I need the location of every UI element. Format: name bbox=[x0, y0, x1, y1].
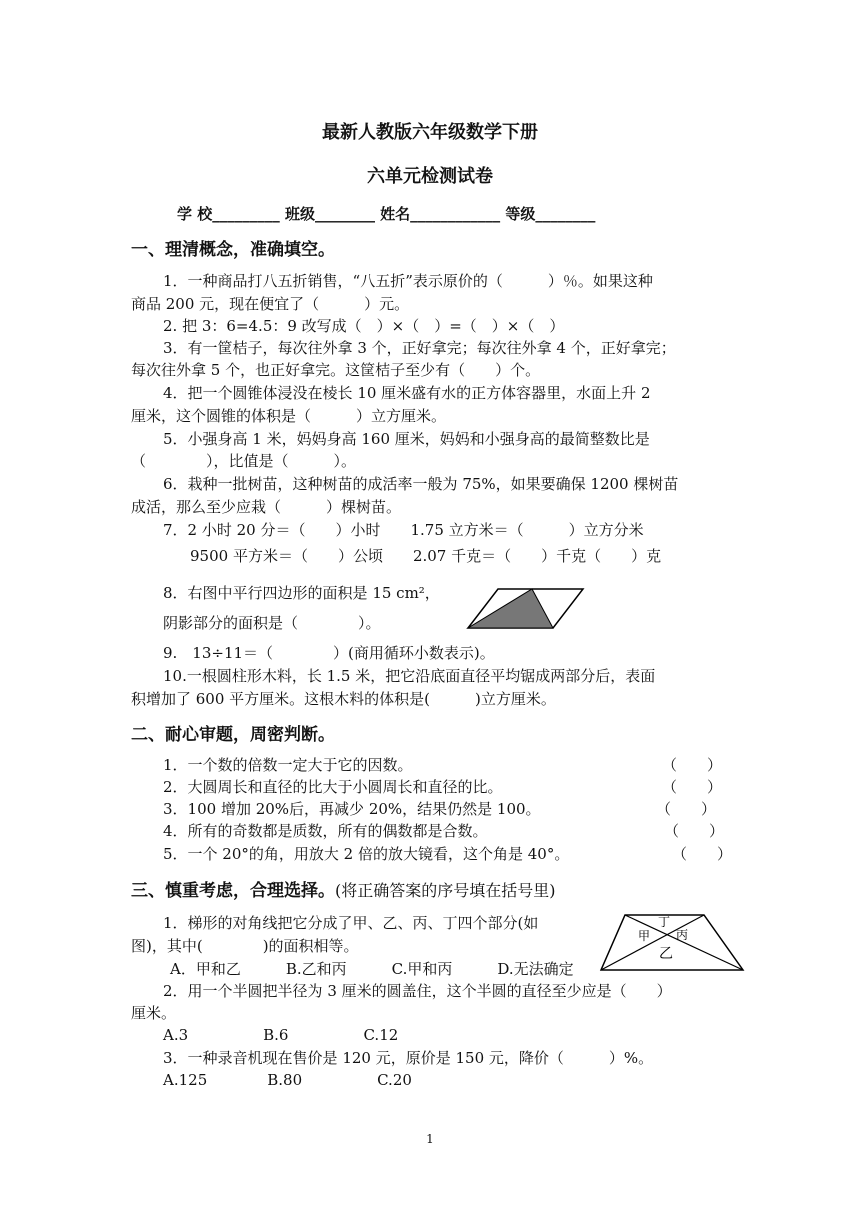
s1-line-0: 1．一种商品打八五折销售，“八五折”表示原价的（ ）％。如果这种 bbox=[163, 272, 653, 290]
s1-line-16: 10.一根圆柱形木料，长 1.5 米，把它沿底面直径平均锯成两部分后，表面 bbox=[163, 667, 656, 685]
section3-heading: 三、慎重考虑，合理选择。 bbox=[131, 881, 335, 901]
figure-label-yi: 乙 bbox=[659, 946, 673, 962]
page-subtitle: 六单元检测试卷 bbox=[367, 166, 493, 187]
s3-line-0: 1．梯形的对角线把它分成了甲、乙、丙、丁四个部分(如 bbox=[163, 914, 539, 932]
s2-blank-4: （ ） bbox=[672, 845, 733, 863]
s1-line-10: 成活，那么至少应栽（ ）棵树苗。 bbox=[131, 498, 402, 516]
s2-blank-1: （ ） bbox=[662, 778, 723, 796]
section1-heading: 一、理清概念，准确填空。 bbox=[131, 240, 335, 260]
s1-line-15: 9. 13÷11＝（ ）(商用循环小数表示)。 bbox=[163, 644, 495, 662]
s2-item-2: 3．100 增加 20%后，再减少 20%，结果仍然是 100。 bbox=[163, 800, 541, 818]
s3-line-3: 2．用一个半圆把半径为 3 厘米的圆盖住，这个半圆的直径至少应是（ ） bbox=[163, 982, 672, 1000]
s1-line-8: （ ），比值是（ ）。 bbox=[131, 452, 357, 470]
page-number: 1 bbox=[426, 1132, 434, 1146]
s1-line-3: 3．有一筐桔子，每次往外拿 3 个，正好拿完；每次往外拿 4 个，正好拿完； bbox=[163, 339, 676, 357]
parallelogram-figure bbox=[466, 587, 586, 631]
s3-line-7: A.125 B.80 C.20 bbox=[163, 1071, 412, 1089]
figure-label-bing: 丙 bbox=[676, 928, 689, 942]
s3-line-4: 厘米。 bbox=[131, 1004, 177, 1022]
section2-heading: 二、耐心审题，周密判断。 bbox=[131, 725, 335, 745]
s1-line-17: 积增加了 600 平方厘米。这根木料的体积是( )立方厘米。 bbox=[131, 690, 556, 708]
section3-note: (将正确答案的序号填在括号里) bbox=[335, 881, 556, 900]
student-info-line: 学 校_________ 班级________ 姓名____________ 等级________ bbox=[177, 205, 596, 223]
figure-label-jia: 甲 bbox=[638, 929, 651, 943]
figure-label-ding: 丁 bbox=[658, 915, 671, 929]
s3-line-2: A．甲和乙 B.乙和丙 C.甲和丙 D.无法确定 bbox=[170, 960, 574, 978]
s1-line-4: 每次往外拿 5 个，也正好拿完。这筐桔子至少有（ ）个。 bbox=[131, 361, 541, 379]
s1-line-7: 5．小强身高 1 米，妈妈身高 160 厘米，妈妈和小强身高的最简整数比是 bbox=[163, 430, 650, 448]
s2-blank-2: （ ） bbox=[656, 800, 717, 818]
s2-item-4: 5．一个 20°的角，用放大 2 倍的放大镜看，这个角是 40°。 bbox=[163, 845, 570, 863]
s1-line-12: 9500 平方米＝（ ）公顷 2.07 千克＝（ ）千克（ ）克 bbox=[190, 547, 662, 565]
s1-line-5: 4．把一个圆锥体浸没在棱长 10 厘米盛有水的正方体容器里，水面上升 2 bbox=[163, 384, 651, 402]
s3-line-5: A.3 B.6 C.12 bbox=[163, 1026, 399, 1044]
trapezoid-figure bbox=[598, 912, 746, 974]
s2-item-1: 2．大圆周长和直径的比大于小圆周长和直径的比。 bbox=[163, 778, 503, 796]
s2-blank-0: （ ） bbox=[662, 756, 723, 774]
s2-blank-3: （ ） bbox=[664, 822, 725, 840]
section3-heading-row bbox=[131, 876, 556, 901]
s2-item-0: 1．一个数的倍数一定大于它的因数。 bbox=[163, 756, 413, 774]
page-title: 最新人教版六年级数学下册 bbox=[322, 122, 538, 143]
s1-line-2: 2. 把 3：6=4.5：9 改写成（ ）×（ ）=（ ）×（ ） bbox=[163, 317, 565, 335]
s1-line-9: 6．栽种一批树苗，这种树苗的成活率一般为 75%，如果要确保 1200 棵树苗 bbox=[163, 475, 679, 493]
s1-line-6: 厘米，这个圆锥的体积是（ ）立方厘米。 bbox=[131, 407, 447, 425]
s1-line-1: 商品 200 元，现在便宜了（ ）元。 bbox=[131, 295, 410, 313]
s2-item-3: 4．所有的奇数都是质数，所有的偶数都是合数。 bbox=[163, 822, 488, 840]
s1-line-13: 8．右图中平行四边形的面积是 15 cm²， bbox=[163, 584, 440, 602]
s1-line-14: 阴影部分的面积是（ ）。 bbox=[163, 614, 381, 632]
s1-line-11: 7．2 小时 20 分＝（ ）小时 1.75 立方米＝（ ）立方分米 bbox=[163, 521, 644, 539]
s3-line-6: 3．一种录音机现在售价是 120 元，原价是 150 元，降价（ ）%。 bbox=[163, 1049, 654, 1067]
shaded-triangle bbox=[468, 589, 553, 628]
s3-line-1: 图)，其中( )的面积相等。 bbox=[131, 937, 359, 955]
